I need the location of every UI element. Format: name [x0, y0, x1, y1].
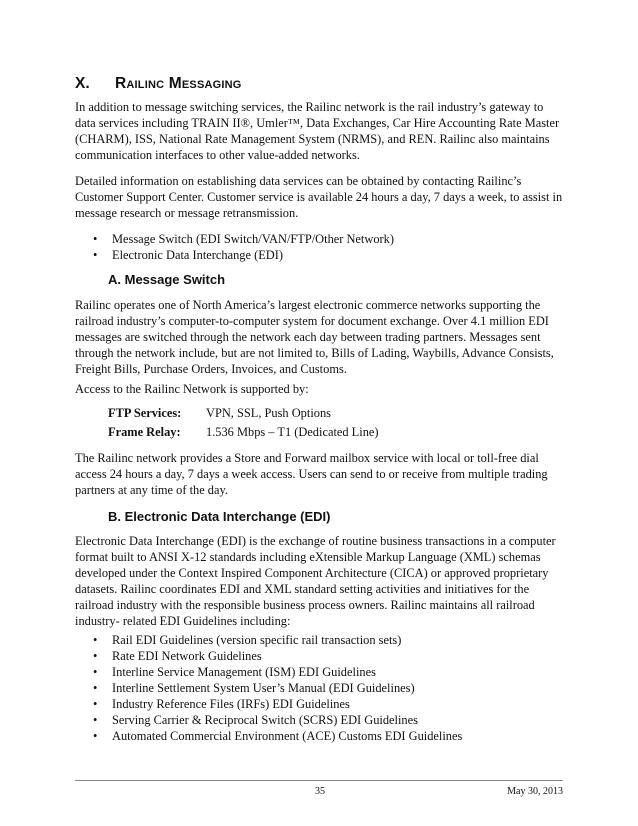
- list-item: • Automated Commercial Environment (ACE) Customs EDI Guidelines: [93, 729, 463, 743]
- list-item: • Industry Reference Files (IRFs) EDI Guidelines: [93, 697, 350, 711]
- edi-guidelines-list: [90, 632, 560, 744]
- access-row-ftp: [108, 406, 331, 421]
- list-item: • Rail EDI Guidelines (version specific rail transaction sets): [93, 633, 402, 647]
- list-item: • Interline Settlement System User’s Manual (EDI Guidelines): [93, 681, 415, 695]
- subsection-heading-b: B. Electronic Data Interchange (EDI): [108, 509, 331, 524]
- edi-paragraph: Electronic Data Interchange (EDI) is the exchange of routine business transactions in a computer format built to ANSI X-12 standards including eXtensible Markup Language (XML) schemas developed under the Context Inspired Component Architecture (CICA) or approved proprietary datasets. Railinc coordinates EDI and XML standard setting activities and initiatives for the railroad industry with the responsible business process owners. Railinc maintains all railroad industry- related EDI Guidelines including:: [75, 534, 556, 628]
- access-value: VPN, SSL, Push Options: [206, 406, 331, 420]
- subsection-heading-a: A. Message Switch: [108, 272, 226, 287]
- bullet-glyph: •: [93, 649, 98, 663]
- bullet-glyph: •: [93, 729, 98, 743]
- access-row-frame-relay: [108, 425, 379, 440]
- list-item: • Electronic Data Interchange (EDI): [93, 248, 283, 262]
- access-value: 1.536 Mbps – T1 (Dedicated Line): [206, 425, 379, 439]
- message-switch-paragraph-2: Access to the Railinc Network is supported by:: [75, 382, 309, 396]
- list-item: • Message Switch (EDI Switch/VAN/FTP/Other Network): [93, 232, 394, 246]
- access-label: FTP Services:: [108, 406, 182, 420]
- bullet-glyph: •: [93, 633, 98, 647]
- footer-date: May 30, 2013: [507, 786, 563, 797]
- footer-divider: [75, 780, 563, 781]
- bullet-glyph: •: [93, 248, 98, 262]
- bullet-glyph: •: [93, 232, 98, 246]
- section-title: Railinc Messaging: [115, 75, 242, 92]
- list-item: • Interline Service Management (ISM) EDI Guidelines: [93, 665, 376, 679]
- bullet-glyph: •: [93, 713, 98, 727]
- list-item: • Rate EDI Network Guidelines: [93, 649, 262, 663]
- section-heading: [75, 75, 242, 93]
- page-number: 35: [315, 786, 325, 797]
- message-switch-paragraph-3: The Railinc network provides a Store and Forward mailbox service with local or toll-free dial access 24 hours a day, 7 days a week access. Users can send to or receive from multiple trading partners at any time of the day.: [75, 451, 548, 497]
- bullet-glyph: •: [93, 681, 98, 695]
- bullet-glyph: •: [93, 697, 98, 711]
- bullet-glyph: •: [93, 665, 98, 679]
- message-switch-paragraph-1: Railinc operates one of North America’s largest electronic commerce networks supporting the railroad industry’s computer-to-computer system for document exchange. Over 4.1 million EDI messages are switched through the network each day between trading partners. Messages sent through the network include, but are not limited to, Bills of Lading, Waybills, Advance Consists, Freight Bills, Purchase Orders, Invoices, and Customs.: [75, 298, 554, 376]
- intro-paragraph-2: Detailed information on establishing data services can be obtained by contacting Railinc’s Customer Support Center. Customer service is available 24 hours a day, 7 days a week, to assist in message research or message retransmission.: [75, 174, 563, 220]
- access-label: Frame Relay:: [108, 425, 181, 439]
- intro-paragraph-1: In addition to message switching services, the Railinc network is the rail industry’s gateway to data services including TRAIN II®, Umler™, Data Exchanges, Car Hire Accounting Rate Master (CHARM), ISS, National Rate Management System (NRMS), and REN. Railinc also maintains communication interfaces to other value-added networks.: [75, 100, 560, 162]
- section-number: X.: [75, 75, 90, 92]
- list-item: • Serving Carrier & Reciprocal Switch (SCRS) EDI Guidelines: [93, 713, 418, 727]
- service-bullet-list: [90, 231, 560, 263]
